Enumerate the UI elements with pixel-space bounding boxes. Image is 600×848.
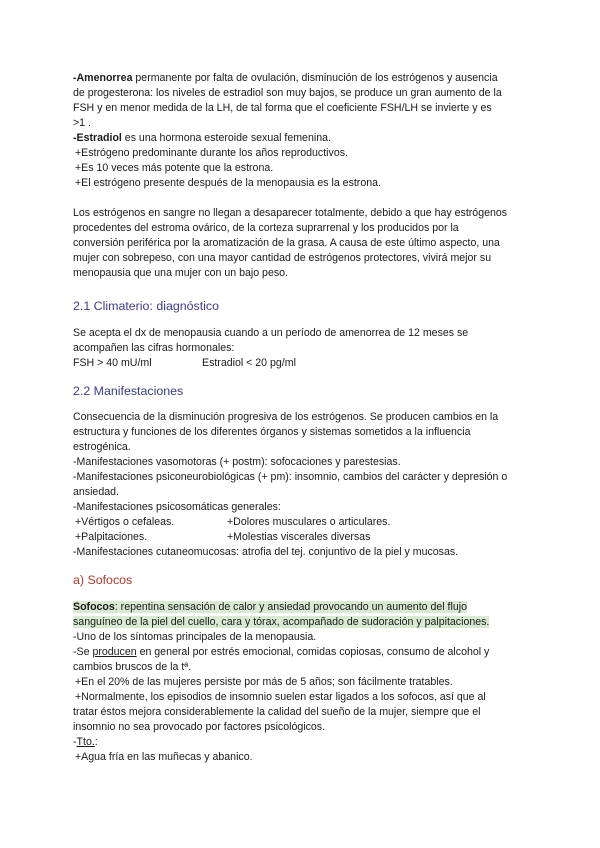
hormone-values: [73, 356, 533, 371]
estrogen-para-line-2: procedentes del estroma ovárico, de la corteza suprarrenal y los producidos por la: [73, 222, 459, 234]
estradiol-line-1: [73, 131, 533, 146]
manifestaciones-line-5: -Manifestaciones psiconeurobiológicas (+ pm): insomnio, cambios del carácter y depresión o: [73, 471, 508, 483]
sofocos-line-3: -Uno de los síntomas principales de la menopausia.: [73, 631, 317, 643]
manifestaciones-line-6: ansiedad.: [73, 486, 119, 498]
sofocos-line-4: [73, 645, 533, 660]
diagnostico-line-1: Se acepta el dx de menopausia cuando a un período de amenorrea de 12 meses se: [73, 327, 469, 339]
sofocos-line-4-post: en general por estrés emocional, comidas copiosas, consumo de alcohol y: [136, 646, 490, 658]
estradiol-item-3: +El estrógeno presente después de la menopausia es la estrona.: [75, 177, 381, 189]
sofocos-definition-line-2: [73, 615, 533, 630]
estrogen-para-line-4: mujer con sobrepeso, con una mayor cantidad de estrógenos protectores, vivirá mejor su: [73, 252, 492, 264]
diagnostico-line-2: acompañen las cifras hormonales:: [73, 342, 235, 354]
amenorrea-line-3: FSH y en menor medida de la LH, de tal forma que el coeficiente FSH/LH se invierte y es: [73, 102, 492, 114]
sofocos-definition-highlight-1: [73, 601, 467, 613]
spacer: [73, 317, 533, 326]
amenorrea-term: -Amenorrea: [73, 72, 133, 84]
manifestaciones-line-1: Consecuencia de la disminución progresiva de los estrógenos. Se producen cambios en la: [73, 411, 499, 423]
estradiol-value: Estradiol < 20 pg/ml: [202, 357, 296, 369]
tratamiento-dash: -: [73, 736, 77, 748]
manifestaciones-cutaneomucosas: -Manifestaciones cutaneomucosas: atrofia del tej. conjuntivo de la piel y mucosas.: [73, 546, 459, 558]
spacer: [73, 191, 533, 206]
manifestaciones-line-2: estructura y funciones de los diferentes órganos y sistemas sometidos a la influencia: [73, 426, 471, 438]
sofocos-definition-highlight-2: sanguíneo de la piel del cuello, cara y tórax, acompañado de sudoración y palpitaciones.: [73, 616, 490, 628]
manifestaciones-line-4: -Manifestaciones vasomotoras (+ postm): sofocaciones y parestesias.: [73, 456, 401, 468]
sofocos-line-7: +Normalmente, los episodios de insomnio suelen estar ligados a los sofocos, así que al: [75, 691, 486, 703]
amenorrea-text: permanente por falta de ovulación, disminución de los estrógenos y ausencia: [132, 72, 498, 84]
estrogen-para-line-1: Los estrógenos en sangre no llegan a desaparecer totalmente, debido a que hay estrógenos: [73, 207, 508, 219]
heading-manifestaciones: 2.2 Manifestaciones: [73, 384, 184, 398]
spacer: [73, 560, 533, 570]
estradiol-item-1: +Estrógeno predominante durante los años reproductivos.: [75, 147, 348, 159]
sofocos-definition-text: : repentina sensación de calor y ansiedad provocando un aumento del flujo: [114, 601, 467, 613]
estrogen-para-line-5: menopausia que una mujer con un bajo peso.: [73, 267, 288, 279]
amenorrea-line-4: >1 .: [73, 117, 91, 129]
sofocos-line-5: cambios bruscos de la tª.: [73, 661, 192, 673]
psicosomaticas-row-2: [73, 530, 533, 545]
heading-sofocos: a) Sofocos: [73, 573, 133, 587]
tratamiento-line: [73, 735, 533, 750]
dolores-item: +Dolores musculares o articulares.: [227, 516, 391, 528]
spacer: [73, 371, 533, 381]
palpitaciones-item: +Palpitaciones.: [75, 531, 148, 543]
sofocos-line-4-pre: -Se: [73, 646, 93, 658]
psicosomaticas-row-1: [73, 515, 533, 530]
estrogen-para-line-3: conversión periférica por la aromatización de la grasa. A causa de este último aspecto, una: [73, 237, 500, 249]
document-body: [73, 71, 533, 765]
spacer: [73, 281, 533, 296]
tratamiento-item-1: +Agua fría en las muñecas y abanico.: [75, 751, 253, 763]
sofocos-line-9: insomnio no sea provocado por factores psicológicos.: [73, 721, 326, 733]
sofocos-term: Sofocos: [73, 601, 115, 613]
sofocos-line-8: tratar éstos mejora considerablemente la calidad del sueño de la mujer, siempre que el: [73, 706, 481, 718]
estradiol-item-2: +Es 10 veces más potente que la estrona.: [75, 162, 274, 174]
tratamiento-underlined: Tto.: [76, 736, 95, 748]
estradiol-text: es una hormona esteroide sexual femenina.: [121, 132, 331, 144]
vertigos-item: +Vértigos o cefaleas.: [75, 516, 175, 528]
heading-climaterio-diagnostico: 2.1 Climaterio: diagnóstico: [73, 299, 220, 313]
spacer: [73, 591, 533, 600]
molestias-item: +Molestias viscerales diversas: [227, 531, 371, 543]
tratamiento-colon: :: [94, 736, 98, 748]
sofocos-definition-line-1: [73, 600, 533, 615]
spacer: [73, 402, 533, 410]
fsh-value: FSH > 40 mU/ml: [73, 357, 152, 369]
amenorrea-line-1: [73, 71, 533, 86]
producen-underlined: producen: [92, 646, 137, 658]
estradiol-term: -Estradiol: [73, 132, 122, 144]
amenorrea-line-2: de progesterona: los niveles de estradiol son muy bajos, se produce un gran aumento de la: [73, 87, 502, 99]
manifestaciones-line-7: -Manifestaciones psicosomáticas generales:: [73, 501, 281, 513]
sofocos-line-6: +En el 20% de las mujeres persiste por más de 5 años; son fácilmente tratables.: [75, 676, 453, 688]
manifestaciones-line-3: estrogénica.: [73, 441, 131, 453]
